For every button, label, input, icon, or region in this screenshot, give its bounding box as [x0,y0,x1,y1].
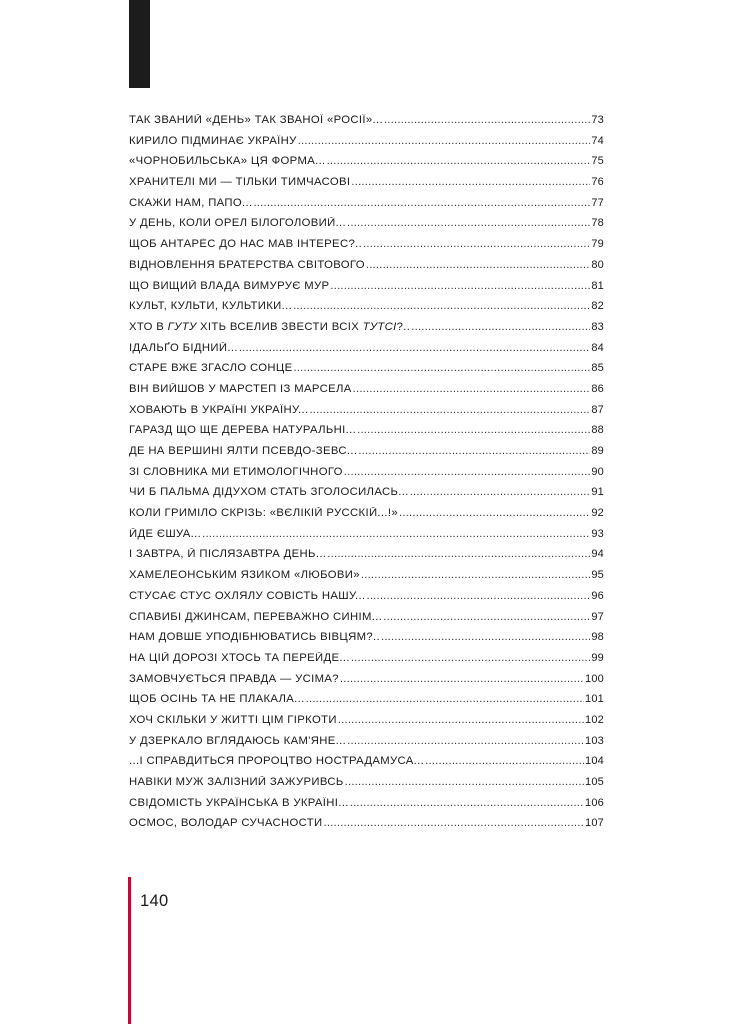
toc-entry-title: ЩОБ ОСІНЬ ТА НЕ ПЛАКАЛА... [129,693,305,706]
toc-entry-title-italic: ГУТУ [167,320,197,333]
toc-entry-title: ЧИ Б ПАЛЬМА ДІДУХОМ СТАТЬ ЗГОЛОСИЛАСЬ... [129,486,409,499]
toc-entry [129,735,604,756]
toc-entry-page: 90 [591,465,604,478]
toc-entry-page: 91 [591,486,604,499]
toc-entry [129,548,604,569]
toc-entry-page: 87 [591,403,604,416]
toc-entry [129,776,604,797]
toc-entry-title: ТАК ЗВАНИЙ «ДЕНЬ» ТАК ЗВАНОЇ «РОСІЇ»... [129,114,383,126]
toc-leader-dots [254,197,591,209]
toc-leader-dots [345,776,584,788]
toc-entry [129,155,604,176]
toc-entry-page: 96 [591,589,604,602]
toc-entry-page: 78 [591,217,604,230]
toc-entry [129,259,604,280]
toc-entry-title: НАМ ДОВШЕ УПОДІБНЮВАТИСЬ ВІВЦЯМ?.. [129,631,380,644]
toc-leader-dots [425,755,584,767]
toc-entry-title: ЗІ СЛОВНИКА МИ ЕТИМОЛОГІЧНОГО [129,465,343,478]
toc-leader-dots [358,445,590,457]
toc-leader-dots [347,735,584,747]
toc-entry [129,590,604,611]
toc-entry [129,797,604,818]
toc-leader-dots [327,155,591,167]
toc-leader-dots [344,466,591,478]
toc-entry-title-italic: ТУТСІ [362,320,397,333]
toc-entry [129,197,604,218]
toc-entry-title: ЩО ВИЩИЙ ВЛАДА ВИМУРУЄ МУР [129,279,330,292]
toc-leader-dots [366,259,590,271]
page-number-bar [128,877,131,1024]
toc-entry [129,507,604,528]
toc-entry-page: 105 [585,776,604,788]
toc-leader-dots [298,135,591,147]
toc-leader-dots [239,342,591,354]
toc-entry-page: 99 [591,651,604,664]
toc-entry [129,817,604,838]
toc-entry [129,486,604,507]
toc-entry-title: ОСМОС, ВОЛОДАР СУЧАСНОСТИ [129,817,323,830]
toc-leader-dots [351,176,590,188]
toc-entry-page: 82 [591,300,604,313]
toc-leader-dots [338,714,584,726]
toc-entry-page: 79 [591,238,604,251]
toc-entry-title: ЩОБ АНТАРЕ́С ДО НАС МАВ ІНТЕРЕС?.. [129,238,363,251]
toc-entry-title: ХАМЕЛЕОНСЬКИМ ЯЗИКОМ «ЛЮБОВИ» [129,569,360,582]
toc-entry-page: 103 [585,734,604,747]
toc-entry-title: СТАРЕ ВЖЕ ЗГАСЛО СОНЦЕ [129,362,293,375]
toc-entry-page: 102 [585,713,604,726]
toc-entry-page: 101 [585,693,604,706]
toc-entry [129,611,604,632]
toc-entry-title: ДЕ НА ВЕРШИНІ ЯЛТИ ПСЕВДО-ЗЕВС... [129,445,358,457]
toc-entry-page: 107 [585,817,604,830]
toc-leader-dots [350,797,584,809]
toc-entry-page: 81 [591,279,604,292]
toc-leader-dots [330,280,590,292]
toc-leader-dots [366,590,590,602]
toc-entry-title: СТУСАЄ СТУС ОХЛЯЛУ СОВІСТЬ НАШУ... [129,589,366,602]
toc-entry-title: У ДЗЕРКАЛО ВГЛЯДАЮСЬ КАМ'ЯНЕ... [129,734,347,747]
toc-entry-title: ВІДНОВЛЕННЯ БРАТЕРСТВА СВІТОВОГО [129,258,365,271]
table-of-contents [129,114,604,838]
toc-entry-page: 89 [591,445,604,457]
toc-entry-page: 75 [591,155,604,168]
toc-entry [129,424,604,445]
toc-entry-title [129,321,410,333]
toc-entry [129,445,604,466]
toc-entry-title-part: ХТО В [129,320,168,333]
toc-entry-title: ГАРАЗД ЩО ЩЕ ДЕРЕВА НАТУРАЛЬНІ... [129,424,357,437]
toc-entry-page: 106 [585,796,604,809]
toc-entry-page: 85 [591,362,604,375]
toc-entry-title: КОЛИ ГРИМІЛО СКРІЗЬ: «ВЄЛІКІЙ РУССКІЙ...!» [129,507,398,520]
toc-entry-page: 84 [591,341,604,354]
toc-leader-dots [306,693,584,705]
toc-entry [129,714,604,735]
toc-leader-dots [293,362,590,374]
toc-leader-dots [293,300,590,312]
toc-entry-title: КУЛЬТ, КУЛЬТИ, КУЛЬТИКИ... [129,300,293,313]
toc-entry [129,466,604,487]
toc-entry [129,280,604,301]
toc-leader-dots [324,817,585,829]
toc-entry [129,114,604,135]
toc-entry-title: ВІН ВИЙШОВ У МАРСТЕП ІЗ МАРСЕЛА [129,382,352,395]
toc-entry-title: НА ЦІЙ ДОРОЗІ ХТОСЬ ТА ПЕРЕЙДЕ... [129,651,350,664]
toc-leader-dots [357,424,590,436]
toc-entry-page: 104 [585,755,604,768]
toc-leader-dots [383,611,590,623]
toc-entry [129,631,604,652]
toc-entry-title: СПАВИБІ ДЖИНСАМ, ПЕРЕВАЖНО СИНІМ... [129,610,383,623]
toc-entry [129,300,604,321]
header-decor-block [129,0,150,88]
toc-entry-title-part: ХІТЬ ВСЕЛИВ ЗВЕСТИ ВСІХ [196,320,363,333]
toc-entry-page: 98 [591,631,604,644]
toc-entry-title: ...І СПРАВДИТЬСЯ ПРОРОЦТВО НОСТРАДАМУСА... [129,755,425,768]
toc-entry-page: 86 [591,382,604,395]
toc-entry [129,652,604,673]
toc-entry [129,342,604,363]
page-number: 140 [140,892,169,910]
toc-entry-title: ХОЧ СКІЛЬКИ У ЖИТТІ ЦІМ ГІРКОТИ [129,713,337,726]
toc-entry [129,362,604,383]
toc-entry [129,321,604,342]
toc-entry-page: 74 [591,134,604,147]
toc-entry [129,693,604,714]
toc-leader-dots [399,507,590,519]
toc-entry [129,528,604,549]
toc-leader-dots [384,114,590,126]
toc-entry-page: 100 [585,672,604,685]
toc-entry-page: 93 [591,527,604,540]
toc-leader-dots [340,673,584,685]
toc-entry-title: ХРАНИТЕЛІ МИ — ТІЛЬКИ ТИМЧАСОВІ [129,176,351,189]
toc-entry [129,238,604,259]
toc-entry [129,755,604,776]
toc-entry-page: 80 [591,258,604,271]
toc-entry-title: «ЧОРНОБИЛЬСЬКА» ЦЯ ФОРМА... [129,155,326,168]
toc-entry-title: НАВІКИ МУЖ ЗАЛІЗНИЙ ЗАЖУРИВСЬ [129,776,344,788]
toc-entry-page: 77 [591,196,604,209]
toc-entry-page: 95 [591,569,604,582]
toc-entry-page: 92 [591,507,604,520]
toc-leader-dots [361,569,590,581]
toc-leader-dots [309,404,590,416]
toc-entry [129,176,604,197]
toc-leader-dots [363,238,590,250]
toc-entry [129,673,604,694]
toc-entry [129,404,604,425]
toc-entry-page: 76 [591,176,604,189]
toc-leader-dots [202,528,590,540]
toc-leader-dots [351,652,591,664]
toc-entry [129,135,604,156]
toc-entry-page: 94 [591,548,604,561]
toc-entry-title: ЙДЕ ЄШУА... [129,527,202,540]
toc-entry-page: 97 [591,610,604,623]
toc-entry-page: 88 [591,424,604,437]
toc-entry-title-part: ?.. [396,320,411,333]
toc-leader-dots [410,486,591,498]
toc-entry-title: СВІДОМІСТЬ УКРАЇНСЬКА В УКРАЇНІ... [129,796,349,809]
toc-leader-dots [411,321,590,333]
toc-leader-dots [347,217,590,229]
toc-leader-dots [327,548,590,560]
toc-entry-title: У ДЕНЬ, КОЛИ ОРЕЛ БІЛОГОЛОВИЙ... [129,217,347,230]
toc-entry-title: І ЗАВТРА, Й ПІСЛЯЗАВТРА ДЕНЬ... [129,548,327,561]
toc-entry-page: 83 [591,320,604,333]
toc-leader-dots [353,383,591,395]
toc-entry [129,217,604,238]
toc-entry-title: ЗАМОВЧУЄТЬСЯ ПРАВДА — УСІМА? [129,672,339,685]
toc-entry-title: ХОВАЮТЬ В УКРАЇНІ УКРАЇНУ... [129,403,309,416]
toc-entry-title: КИРИЛО ПІДМИНАЄ УКРАЇНУ [129,134,297,147]
toc-entry-title: ІДАЛЬҐО БІДНИЙ... [129,341,238,354]
toc-entry-page: 73 [591,114,604,126]
toc-entry [129,569,604,590]
toc-entry-title: СКАЖИ НАМ, ПАПО... [129,196,253,209]
toc-leader-dots [381,631,590,643]
toc-entry [129,383,604,404]
